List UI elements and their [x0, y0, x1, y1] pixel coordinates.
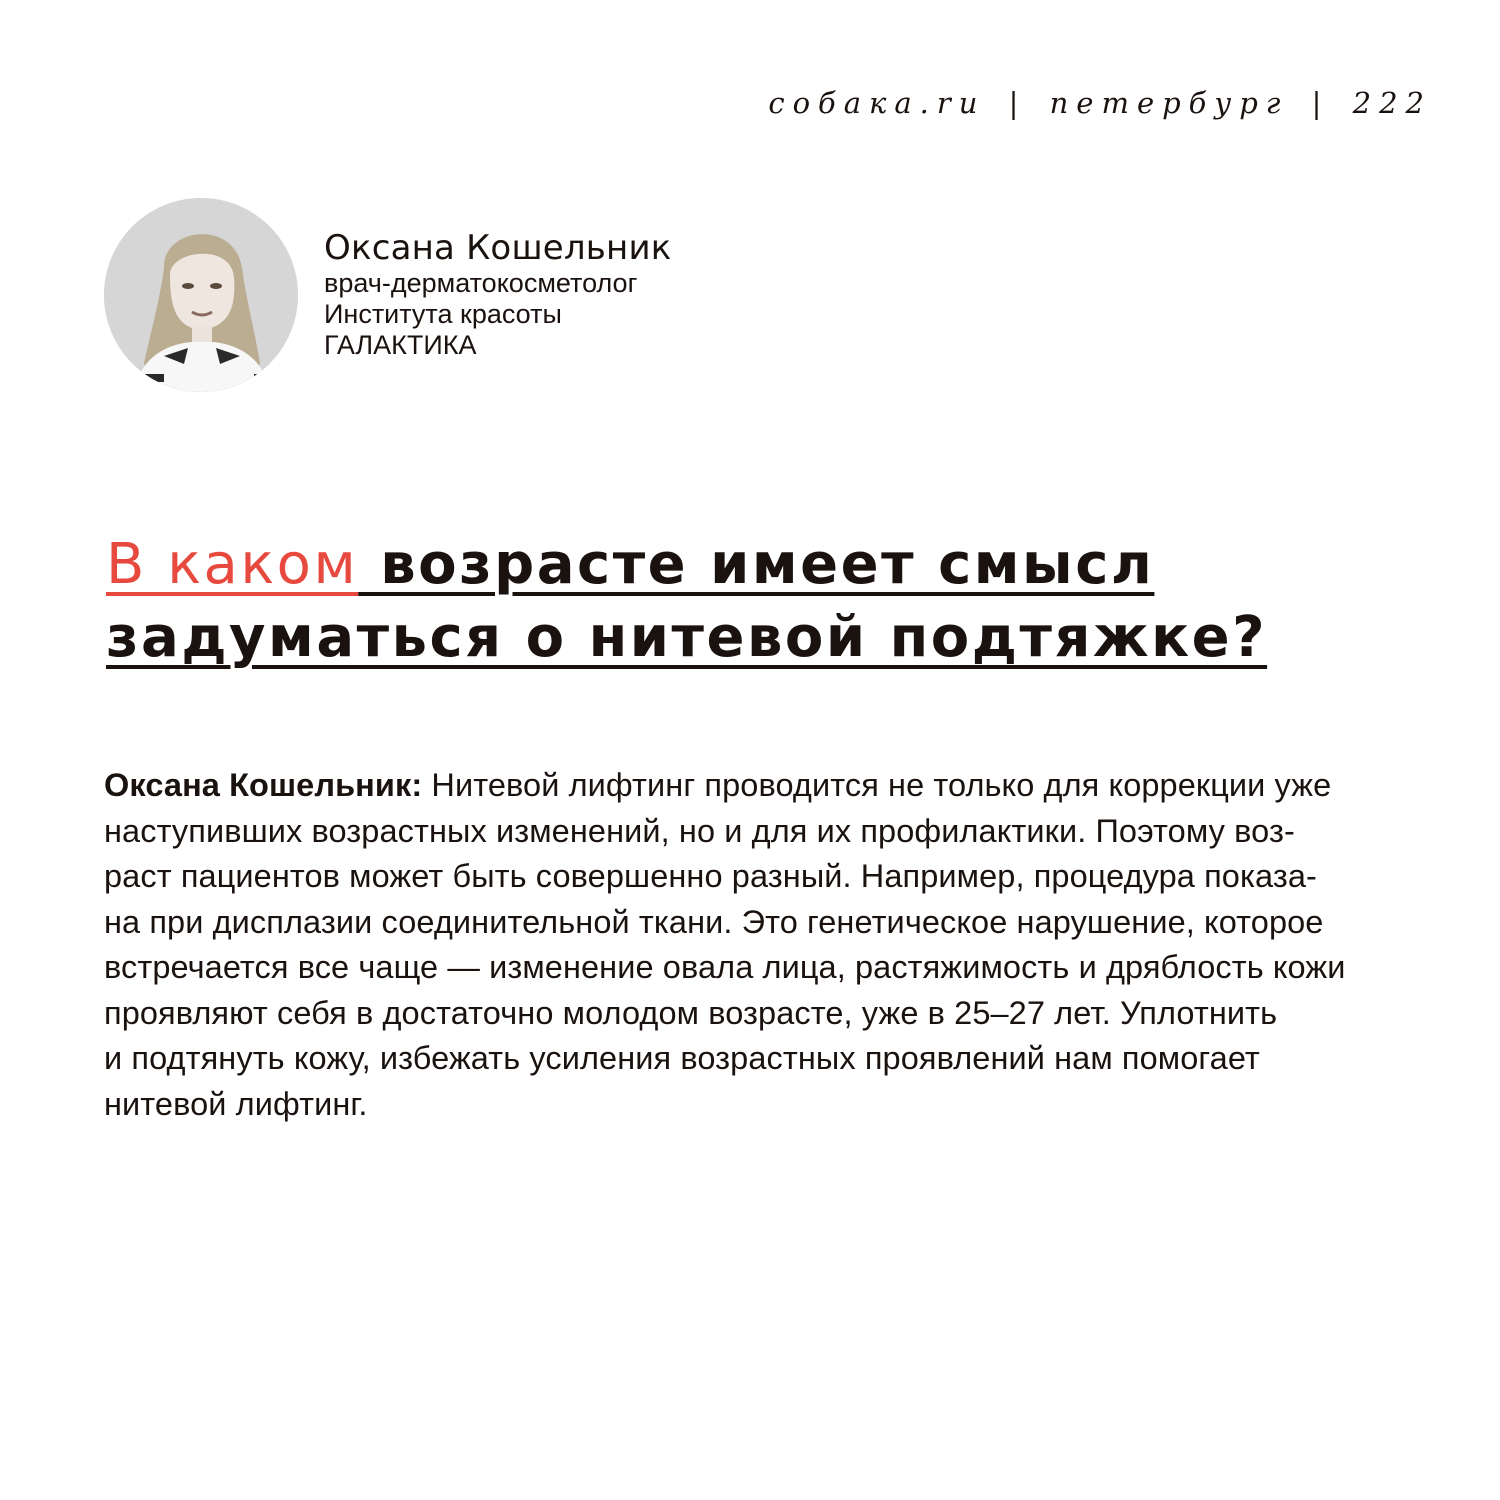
question-heading [106, 528, 1406, 674]
expert-info [324, 228, 672, 361]
answer-line-text: Нитевой лифтинг проводится не только для коррекции уже [422, 767, 1332, 803]
masthead-separator: | [1008, 86, 1027, 120]
answer-line [104, 763, 1434, 809]
avatar-portrait-image [104, 198, 298, 392]
expert-role-line: врач-дерматокосметолог [324, 268, 638, 298]
answer-line: встречается все чаще — изменение овала лица, растяжимость и дряблость кожи [104, 949, 1346, 985]
answer-line: и подтянуть кожу, избежать усиления возрастных проявлений нам помогает [104, 1040, 1260, 1076]
answer-paragraph [104, 763, 1434, 1127]
answer-line: наступивших возрастных изменений, но и для их профилактики. Поэтому воз- [104, 812, 1295, 849]
masthead-separator: | [1311, 86, 1330, 120]
avatar [104, 198, 298, 392]
answer-line: проявляют себя в достаточно молодом возрасте, уже в 25–27 лет. Уплотнить [104, 994, 1278, 1031]
masthead-issue: 222 [1352, 86, 1432, 120]
masthead-site: собака.ru [768, 86, 986, 120]
expert-name: Оксана Кошельник [324, 228, 672, 268]
question-accent: В каком [106, 532, 359, 597]
answer-line: нитевой лифтинг. [104, 1085, 368, 1122]
masthead [768, 86, 1432, 120]
question-line2: задуматься о нитевой подтяжке? [106, 605, 1268, 670]
masthead-city: петербург [1049, 86, 1289, 120]
answer-line: раст пациентов может быть совершенно разный. Например, процедура показа- [104, 858, 1317, 894]
expert-role-line: Института красоты [324, 299, 562, 329]
expert-card [104, 198, 672, 392]
question-line1: возрасте имеет смысл [358, 532, 1155, 597]
answer-speaker: Оксана Кошельник: [104, 767, 423, 803]
expert-organization: ГАЛАКТИКА [324, 330, 477, 360]
answer-line: на при дисплазии соединительной ткани. Это генетическое нарушение, которое [104, 903, 1324, 940]
